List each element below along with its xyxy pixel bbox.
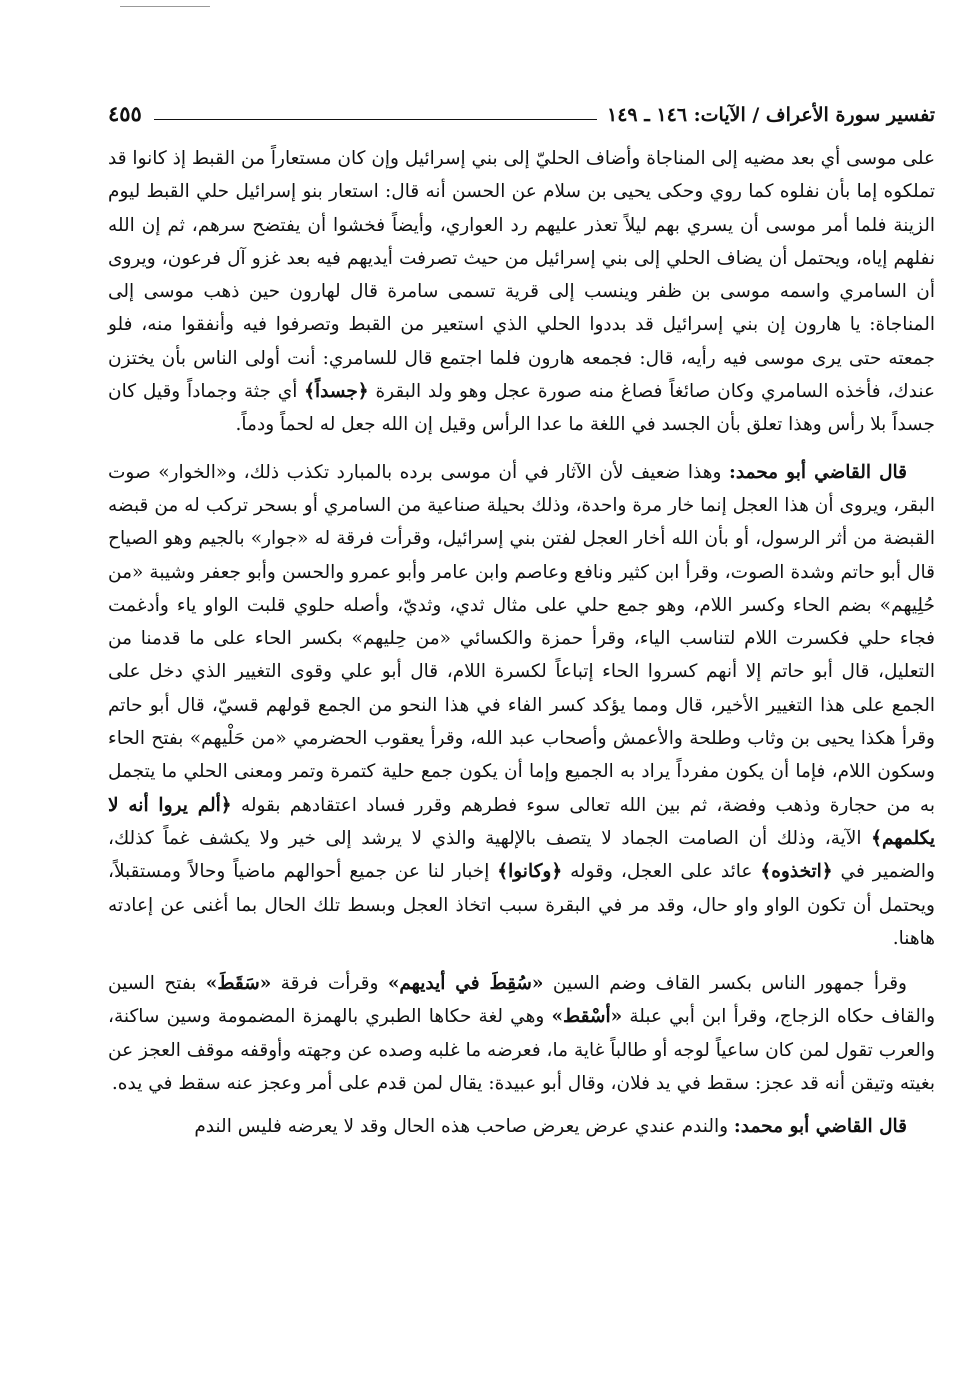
paragraph-2-text-1: وهذا ضعيف لأن الآثار في أن موسى برده بالمبارد تكذب ذلك، و«الخوار» صوت البقر، ويروى أن هذا العجل إنما خار مرة واحدة، وذلك بحيلة صناعية من السامري أو بسحر تركب له من قبضه القبضة من أثر الرسول، أو بأن الله أخار العجل لفتن بني إسرائيل، وقرأت فرقة له «جوار» بالجيم وهو الصياح قال أبو حاتم وشدة الصوت، وقرأ ابن كثير ونافع وعاصم وابن عامر وأبو عمرو والحسن وأبو جعفر وشيبة «من حُلِيهم» بضم الحاء وكسر اللام، وهو جمع حلي على مثال ثدي، وثديّ، وأصله حلوي قلبت الواو ياء وأدغمت فجاء حلي فكسرت اللام لتناسب الياء، وقرأ حمزة والكسائي «من حِليهم» بكسر الحاء على ما قدمنا من التعليل، قال أبو حاتم إلا أنهم كسروا الحاء إتباعاً لكسرة اللام، قال أبو علي وقوى التغيير الذي دخل على الجمع على هذا التغيير الأخير، قال ومما يؤكد كسر الفاء في هذا النحو من الجمع قولهم قسيّ، قال أبو حاتم وقرأ هكذا يحيى بن وثاب وطلحة والأعمش وأصحاب عبد الله، وقرأ يعقوب الحضرمي «من حَلْيهم» بفتح الحاء وسكون اللام، فإما أن يكون مفرداً يراد به الجميع وإما أن يكون جمع حلية كتمرة وتمر ومعنى الحلي ما يتجمل به من حجارة وذهب وفضة، ثم بين الله تعالى سوء فطرهم وقرر فساد اعتقادهم بقوله [108, 461, 935, 816]
quranic-term: ﴿جسداً﴾ [304, 381, 369, 403]
quranic-term: ﴿اتخذوه﴾ [760, 861, 833, 883]
paragraph-1 [108, 142, 935, 442]
header-rule [154, 119, 597, 120]
paragraph-3 [108, 967, 935, 1100]
quranic-verse-quote: ﴿ألم يروا أنه لا يكلمهم﴾ [108, 794, 935, 849]
paragraph-2-text-3: عائد على العجل، وقوله [562, 861, 761, 883]
running-header [108, 92, 935, 126]
paragraph-3-text-1: وقرأ جمهور الناس بكسر القاف وضم السين [543, 973, 907, 995]
paragraph-4-text-1: والندم عندي عرض يعرض صاحب هذه الحال وقد لا يعرضه فليس الندم [194, 1116, 734, 1138]
top-edge-mark [120, 6, 210, 7]
page-number: ٤٥٥ [108, 101, 142, 126]
speaker-label: قال القاضي أبو محمد: [729, 461, 908, 483]
paragraph-2-text-2: الآية، وذلك أن الصامت الجماد لا يتصف بالإلهية والذي لا يرشد إلى خير ولا يكشف غماً كذلك، والضمير في [108, 827, 935, 883]
paragraph-3-text-3: بفتح السين والقاف حكاه الزجاج، وقرأ ابن أبي عبلة [108, 973, 936, 1028]
reading-quote: «أسْقط» [551, 1006, 623, 1028]
speaker-label: قال القاضي أبو محمد: [733, 1116, 907, 1138]
paragraph-1-text: على موسى أي بعد مضيه إلى المناجاة وأضاف الحليّ إلى بني إسرائيل وإن كان مستعاراً من القبط إذ كانوا قد تملكوه إما بأن نفلوه كما روي وحكى يحيى بن سلام عن الحسن أنه قال: استعار بنو إسرائيل حلي القبط ليوم الزينة فلما أمر موسى أن يسري بهم ليلاً تعذر عليهم رد العواري، وأيضاً فخشوا أن يفتضح سرهم، ثم إن الله نفلهم إياه، ويحتمل أن يضاف الحلي إلى بني إسرائيل من حيث تصرفت أيديهم فيه بعد غزو آل فرعون، ويروى أن السامري واسمه موسى بن ظفر وينسب إلى قرية تسمى سامرة قال لهارون حين ذهب موسى إلى المناجاة: يا هارون إن بني إسرائيل قد بددوا الحلي الذي استعير من القبط وتصرفوا فيه وأنفقوا منه، فلو جمعته حتى يرى موسى فيه رأيه، قال: فجمعه هارون فلما اجتمع قال للسامري: أنت أولى الناس بأن يختزن عندك، فأخذه السامري وكان صائغاً فصاغ منه صورة عجل وهو ولد البقرة [108, 148, 935, 403]
reading-quote: «سَقَطَ» [205, 973, 272, 995]
running-header-title: تفسير سورة الأعراف / الآيات: ١٤٦ ـ ١٤٩ [607, 104, 935, 126]
paragraph-4 [108, 1110, 935, 1143]
paragraph-2 [108, 456, 935, 955]
paragraph-1-text-end: أي جثة وجماداً وقيل كان جسداً بلا رأس وهذا تعلق بأن الجسد في اللغة ما عدا الرأس وقيل إن الله جعل له لحماً ودماً. [108, 381, 935, 436]
paragraph-3-text-2: وقرأت فرقة [271, 973, 388, 995]
reading-quote: «سُقِطَ في أيديهم» [387, 973, 544, 995]
paragraph-2-text-4: إخبار لنا عن جميع أحوالهم ماضياً وحالاً ومستقبلاً، ويحتمل أن تكون الواو واو حال، وقد مر في البقرة سبب اتخاذ العجل وبسط تلك الحال بما أغنى عن إعادته هاهنا. [108, 861, 935, 949]
quranic-term: ﴿وكانوا﴾ [497, 861, 563, 883]
page-body [108, 142, 935, 1144]
paragraph-3-text-4: وهي لغة حكاها الطبري بالهمزة المضمومة وسين ساكنة، والعرب تقول لمن كان ساعياً لوجه أو طالباً غاية ما، فعرضه ما غلبه وصده عن وجهته وأوقفه موقف العجز عن بغيته وتيقن أنه قد عجز: سقط في يد فلان، وقال أبو عبيدة: يقال لمن قدم على أمر وعجز عنه سقط في يده. [108, 1006, 935, 1095]
